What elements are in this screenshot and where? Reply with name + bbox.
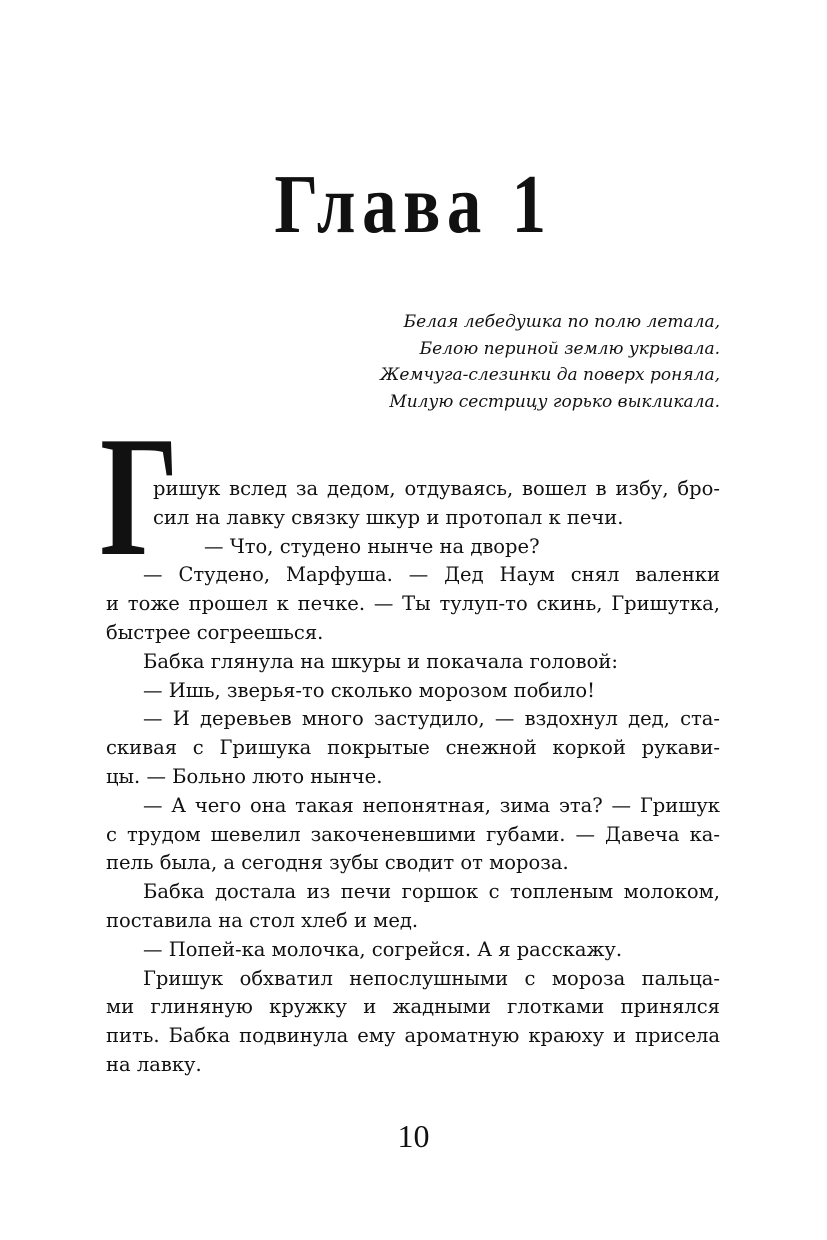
epigraph-line: Белая лебедушка по полю летала,: [403, 312, 720, 332]
drop-cap: Г: [100, 402, 179, 592]
body-text: [106, 475, 720, 1080]
text-line: пель была, а сегодня зубы сводит от мороза.: [106, 851, 569, 875]
text-line: — Студено, Марфуша. — Дед Наум снял валенки: [143, 563, 720, 587]
epigraph: [260, 309, 720, 415]
text-line: — Попей-ка молочка, согрейся. А я расскажу.: [143, 937, 623, 961]
text-line: на лавку.: [106, 1052, 202, 1076]
text-line: и тоже прошел к печке. — Ты тулуп-то скинь, Гришутка,: [106, 592, 720, 616]
epigraph-line: Жемчуга-слезинки да поверх роняла,: [380, 365, 720, 385]
page-number: 10: [397, 1118, 430, 1154]
text-line: цы. — Больно люто нынче.: [106, 764, 383, 788]
text-line: Бабка достала из печи горшок с топленым молоком,: [143, 880, 720, 904]
text-line: Бабка глянула на шкуры и покачала головой:: [143, 649, 618, 673]
text-line: — А чего она такая непонятная, зима эта? — Гришук: [143, 793, 720, 817]
text-line: с трудом шевелил закоченевшими губами. — Давеча ка-: [106, 822, 720, 846]
text-line: пить. Бабка подвинула ему ароматную краюху и присела: [106, 1024, 720, 1048]
chapter-title: Глава 1: [274, 158, 553, 251]
text-line: Гришук обхватил непослушными с мороза пальца-: [143, 966, 720, 990]
text-line: сил на лавку связку шкур и протопал к печи.: [153, 505, 624, 529]
text-line: — Ишь, зверья-то сколько морозом побило!: [143, 678, 596, 702]
text-line: поставила на стол хлеб и мед.: [106, 908, 419, 932]
epigraph-line: Милую сестрицу горько выкликала.: [389, 391, 720, 412]
text-line: — Что, студено нынче на дворе?: [204, 534, 540, 558]
text-line: — И деревьев много застудило, — вздохнул дед, ста-: [143, 707, 720, 731]
text-line: ми глиняную кружку и жадными глотками принялся: [106, 995, 720, 1019]
text-line: скивая с Гришука покрытые снежной коркой рукави-: [106, 736, 720, 760]
text-line: ришук вслед за дедом, отдуваясь, вошел в избу, бро-: [153, 477, 720, 500]
epigraph-line: Белою периной землю укрывала.: [419, 338, 720, 359]
text-line: быстрее согреешься.: [106, 620, 324, 644]
